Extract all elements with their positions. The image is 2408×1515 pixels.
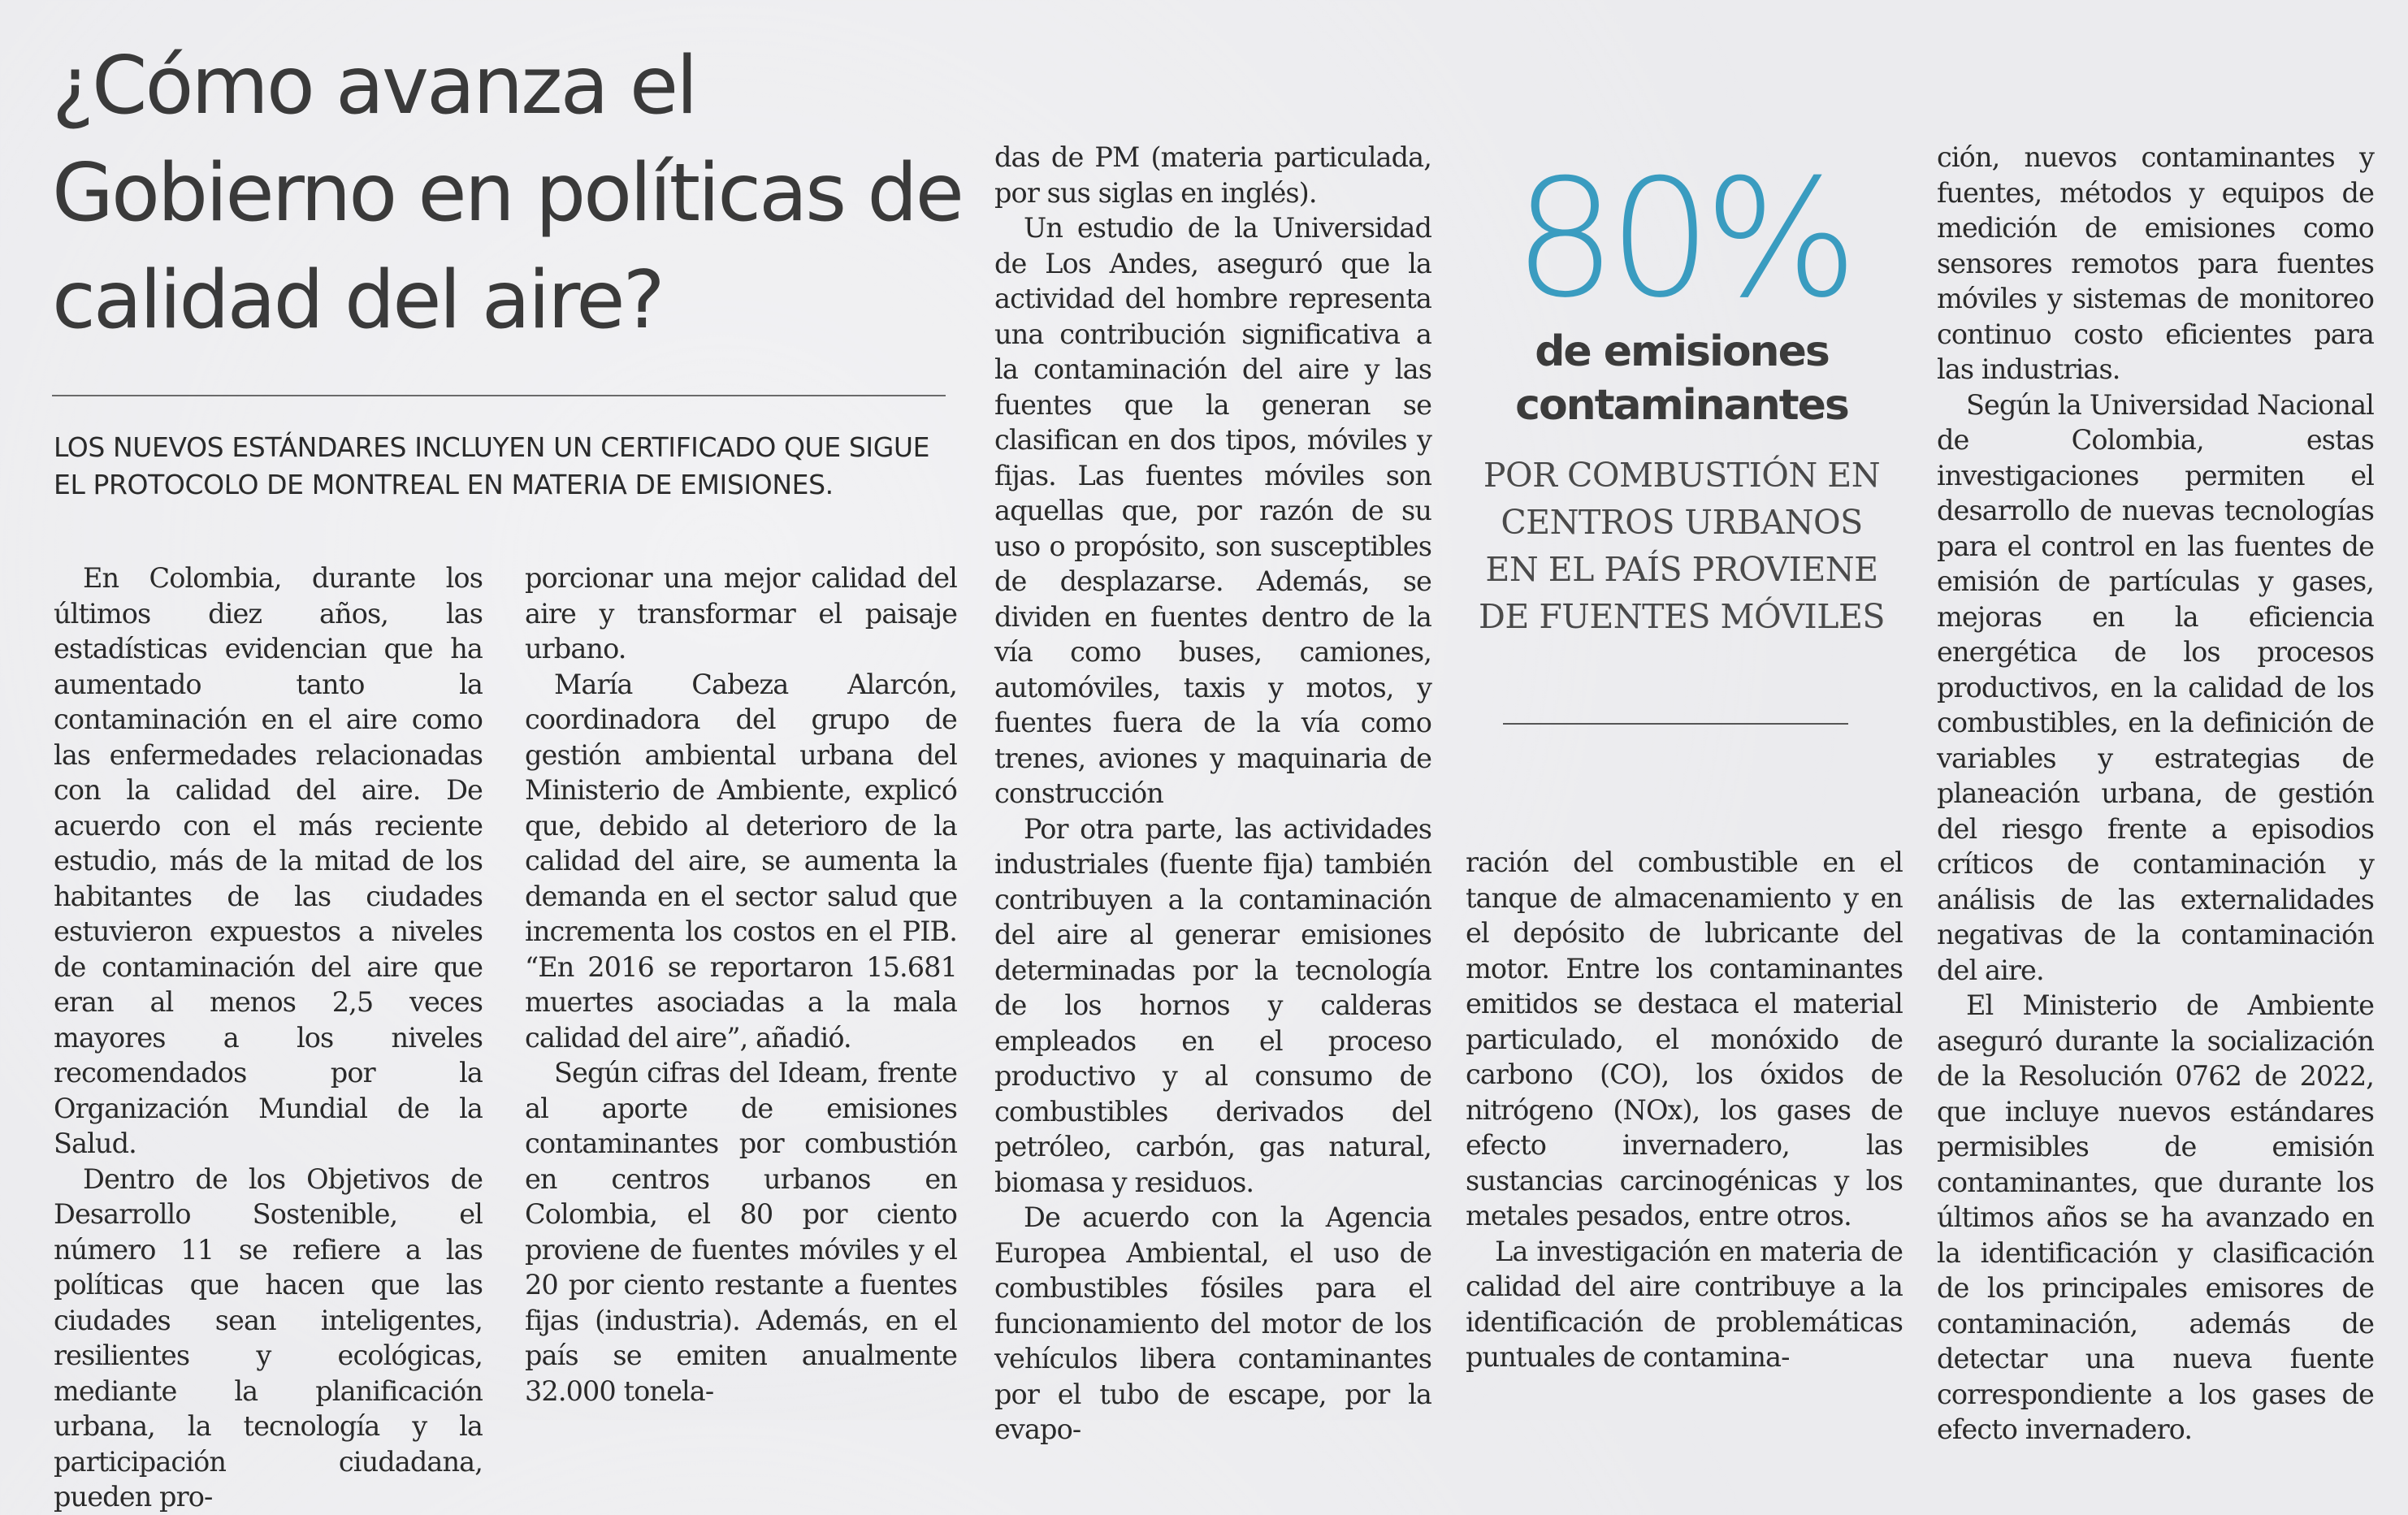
- headline: ¿Cómo avanza el Gobierno en políticas de calidad del aire?: [52, 40, 962, 347]
- headline-divider: [52, 395, 946, 396]
- stat-label: de emisiones contaminantes: [1515, 327, 1848, 430]
- paragraph: Según la Universidad Nacional de Colombia, estas investigaciones permiten el desarrollo de nuevas tecnologías para el control en las fuentes de emisión de partículas y gases, mejoras en la eficiencia energética de los procesos productivos, en la calidad de los combustibles, en la definición de variables y estrategias de planeación urbana, de gestión del riesgo frente a episodios críticos de contaminación y análisis de las externalidades negativas de la contaminación del aire.: [1937, 388, 2374, 986]
- paragraph: ración del combustible en el tanque de almacenamiento y en el depósito de lubricante del motor. Entre los contaminantes emitidos se destaca el material particulado, el monóxido de carbono (CO), los óxidos de nitrógeno (NOx), los gases de efecto invernadero, las sustancias carcinogénicas y los metales pesados, entre otros.: [1466, 846, 1903, 1231]
- paragraph: das de PM (materia particulada, por sus siglas en inglés).: [994, 141, 1431, 209]
- paragraph: El Ministerio de Ambiente aseguró durante la socialización de la Resolución 0762 de 2022, que incluye nuevos estándares permisibles de emisión contaminantes, que durante los últimos años se ha avanzado en la identificación y clasificación de los principales emisores de contaminación, además de detectar una nueva fuente correspondiente a los gases de efecto invernadero.: [1937, 989, 2374, 1445]
- paragraph: La investigación en materia de calidad del aire contribuye a la identificación de problemáticas puntuales de contamina-: [1466, 1235, 1903, 1373]
- stat-number: 80%: [1513, 145, 1851, 334]
- paragraph: Por otra parte, las actividades industriales (fuente fija) también contribuyen a la contaminación del aire al generar emisiones determinadas por la tecnología de los hornos y calderas empleados en el proceso productivo y al consumo de combustibles derivados del petróleo, carbón, gas natural, biomasa y residuos.: [994, 812, 1431, 1198]
- subheadline: LOS NUEVOS ESTÁNDARES INCLUYEN UN CERTIFICADO QUE SIGUE EL PROTOCOLO DE MONTREAL EN MATERIA DE EMISIONES.: [54, 431, 930, 500]
- paragraph: María Cabeza Alarcón, coordinadora del grupo de gestión ambiental urbana del Ministerio de Ambiente, explicó que, debido al deterioro de la calidad del aire, se aumenta la demanda en el sector salud que incrementa los costos en el PIB. “En 2016 se reportaron 15.681 muertes asociadas a la mala calidad del aire”, añadió.: [525, 668, 957, 1054]
- paragraph: Un estudio de la Universidad de Los Andes, aseguró que la actividad del hombre representa una contribución significativa a la contaminación del aire y las fuentes que la generan se clasifican en dos tipos, móviles y fijas. Las fuentes móviles son aquellas que, por razón de su uso o propósito, son susceptibles de desplazarse. Además, se dividen en fuentes dentro de la vía como buses, camiones, automóviles, taxis y motos, y fuentes fuera de la vía como trenes, aviones y maquinaria de construcción: [994, 212, 1431, 809]
- paragraph: Dentro de los Objetivos de Desarrollo Sostenible, el número 11 se refiere a las políticas que hacen que las ciudades sean inteligentes, resilientes y ecológicas, mediante la planificación urbana, la tecnología y la participación ciudadana, pueden pro-: [54, 1162, 483, 1513]
- article-column-4: [1466, 845, 1903, 1375]
- article-column-3: [994, 140, 1431, 1448]
- paragraph: En Colombia, durante los últimos diez años, las estadísticas evidencian que ha aumentado tanto la contaminación en el aire como las enfermedades relacionadas con la calidad del aire. De acuerdo con el más reciente estudio, más de la mitad de los habitantes de las ciudades estuvieron expuestos a niveles de contaminación del aire que eran al menos 2,5 veces mayores a los niveles recomendados por la Organización Mundial de la Salud.: [54, 562, 483, 1159]
- paragraph: De acuerdo con la Agencia Europea Ambiental, el uso de combustibles fósiles para el funcionamiento del motor de los vehículos libera contaminantes por el tubo de escape, por la evapo-: [994, 1201, 1431, 1445]
- paragraph: porcionar una mejor calidad del aire y transformar el paisaje urbano.: [525, 562, 957, 664]
- stat-divider: [1503, 723, 1848, 725]
- article-column-5: [1937, 140, 2374, 1448]
- article-column-2: [525, 561, 957, 1409]
- article-column-1: [54, 561, 483, 1515]
- stat-description: POR COMBUSTIÓN EN CENTROS URBANOS EN EL PAÍS PROVIENE DE FUENTES MÓVILES: [1479, 456, 1885, 636]
- paragraph: ción, nuevos contaminantes y fuentes, métodos y equipos de medición de emisiones como sensores remotos para fuentes móviles y sistemas de monitoreo continuo costo eficientes para las industrias.: [1937, 141, 2374, 385]
- paragraph: Según cifras del Ideam, frente al aporte de emisiones contaminantes por combustión en centros urbanos en Colombia, el 80 por ciento proviene de fuentes móviles y el 20 por ciento restante a fuentes fijas (industria). Además, en el país se emiten anualmente 32.000 tonela-: [525, 1057, 957, 1407]
